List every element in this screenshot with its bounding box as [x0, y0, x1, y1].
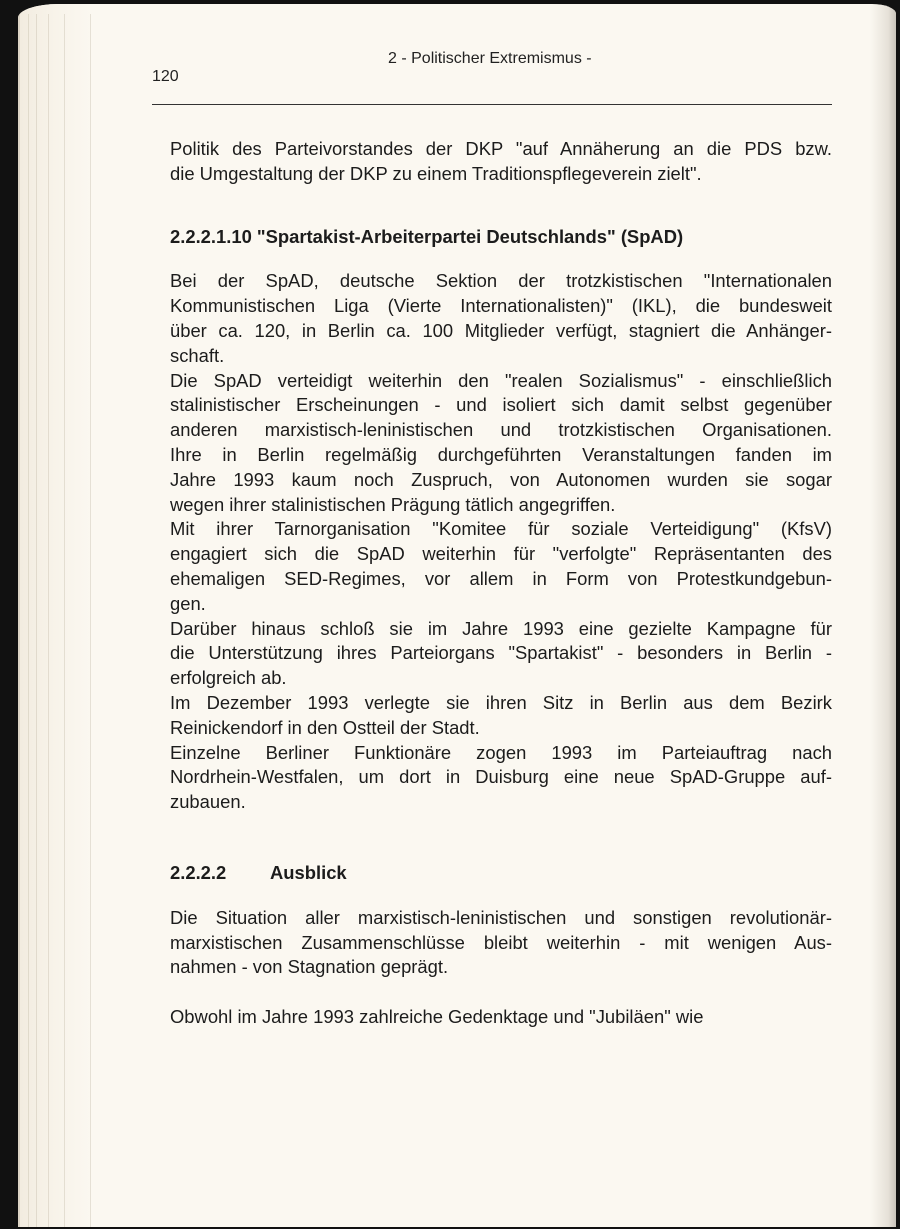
section-heading-ausblick [170, 861, 832, 886]
heading-number: 2.2.2.2 [170, 861, 227, 883]
paragraph: Die Situation aller marxistisch-leninistischen und sonstigen revolutionär- marxistischen Zusammenschlüsse bleibt weiterhin - mit wenigen Aus- nahmen - von Stagnation geprägt. [170, 906, 832, 978]
page-body [170, 137, 832, 1030]
heading-title: Ausblick [270, 861, 347, 883]
paragraph: Einzelne Berliner Funktionäre zogen 1993 im Parteiauftrag nach Nordrhein-Westfalen, um dort in Duisburg eine neue SpAD-Gruppe auf- zubauen. [170, 741, 832, 813]
section-heading-spad: 2.2.2.1.10 "Spartakist-Arbeiterpartei Deutschlands" (SpAD) [170, 225, 684, 247]
running-title: 2 - Politischer Extremismus - [388, 50, 592, 67]
binding-shadow [870, 4, 896, 1227]
intro-paragraph: Politik des Parteivorstandes der DKP "auf Annäherung an die PDS bzw. die Umgestaltung der DKP zu einem Traditionspflegeverein zielt". [170, 138, 832, 184]
paragraph: Die SpAD verteidigt weiterhin den "realen Sozialismus" - einschließlich stalinistischer Erscheinungen - und isoliert sich damit selbst gegenüber anderen marxistisch-leninistischen und trotzkistischen Organisationen. Ihre in Berlin regelmäßig durchgeführten Veranstaltungen fanden im Jahre 1993 kaum noch Zuspruch, von Autonomen wurden sie sogar wegen ihrer stalinistischen Prägung tätlich angegriffen. [170, 369, 832, 515]
paragraph: Im Dezember 1993 verlegte sie ihren Sitz in Berlin aus dem Bezirk Reinickendorf in den Ostteil der Stadt. [170, 691, 832, 738]
paragraph: Darüber hinaus schloß sie im Jahre 1993 eine gezielte Kampagne für die Unterstützung ihres Parteiorgans "Spartakist" - besonders in Berlin - erfolgreich ab. [170, 617, 832, 689]
paragraph: Bei der SpAD, deutsche Sektion der trotzkistischen "Internationalen Kommunistischen Liga (Vierte Internationalisten)" (IKL), die bundesweit über ca. 120, in Berlin ca. 100 Mitglieder verfügt, stagniert die Anhänger- schaft. [170, 270, 832, 366]
page-number: 120 [152, 68, 179, 85]
paragraph: Mit ihrer Tarnorganisation "Komitee für soziale Verteidigung" (KfsV) engagiert sich die SpAD weiterhin für "verfolgte" Repräsentanten des ehemaligen SED-Regimes, vor allem in Form von Protestkundgebun- gen. [170, 518, 832, 614]
page-stack-edges [18, 4, 92, 1227]
header-rule [152, 104, 832, 105]
paragraph: Obwohl im Jahre 1993 zahlreiche Gedenktage und "Jubiläen" wie [170, 1006, 704, 1028]
